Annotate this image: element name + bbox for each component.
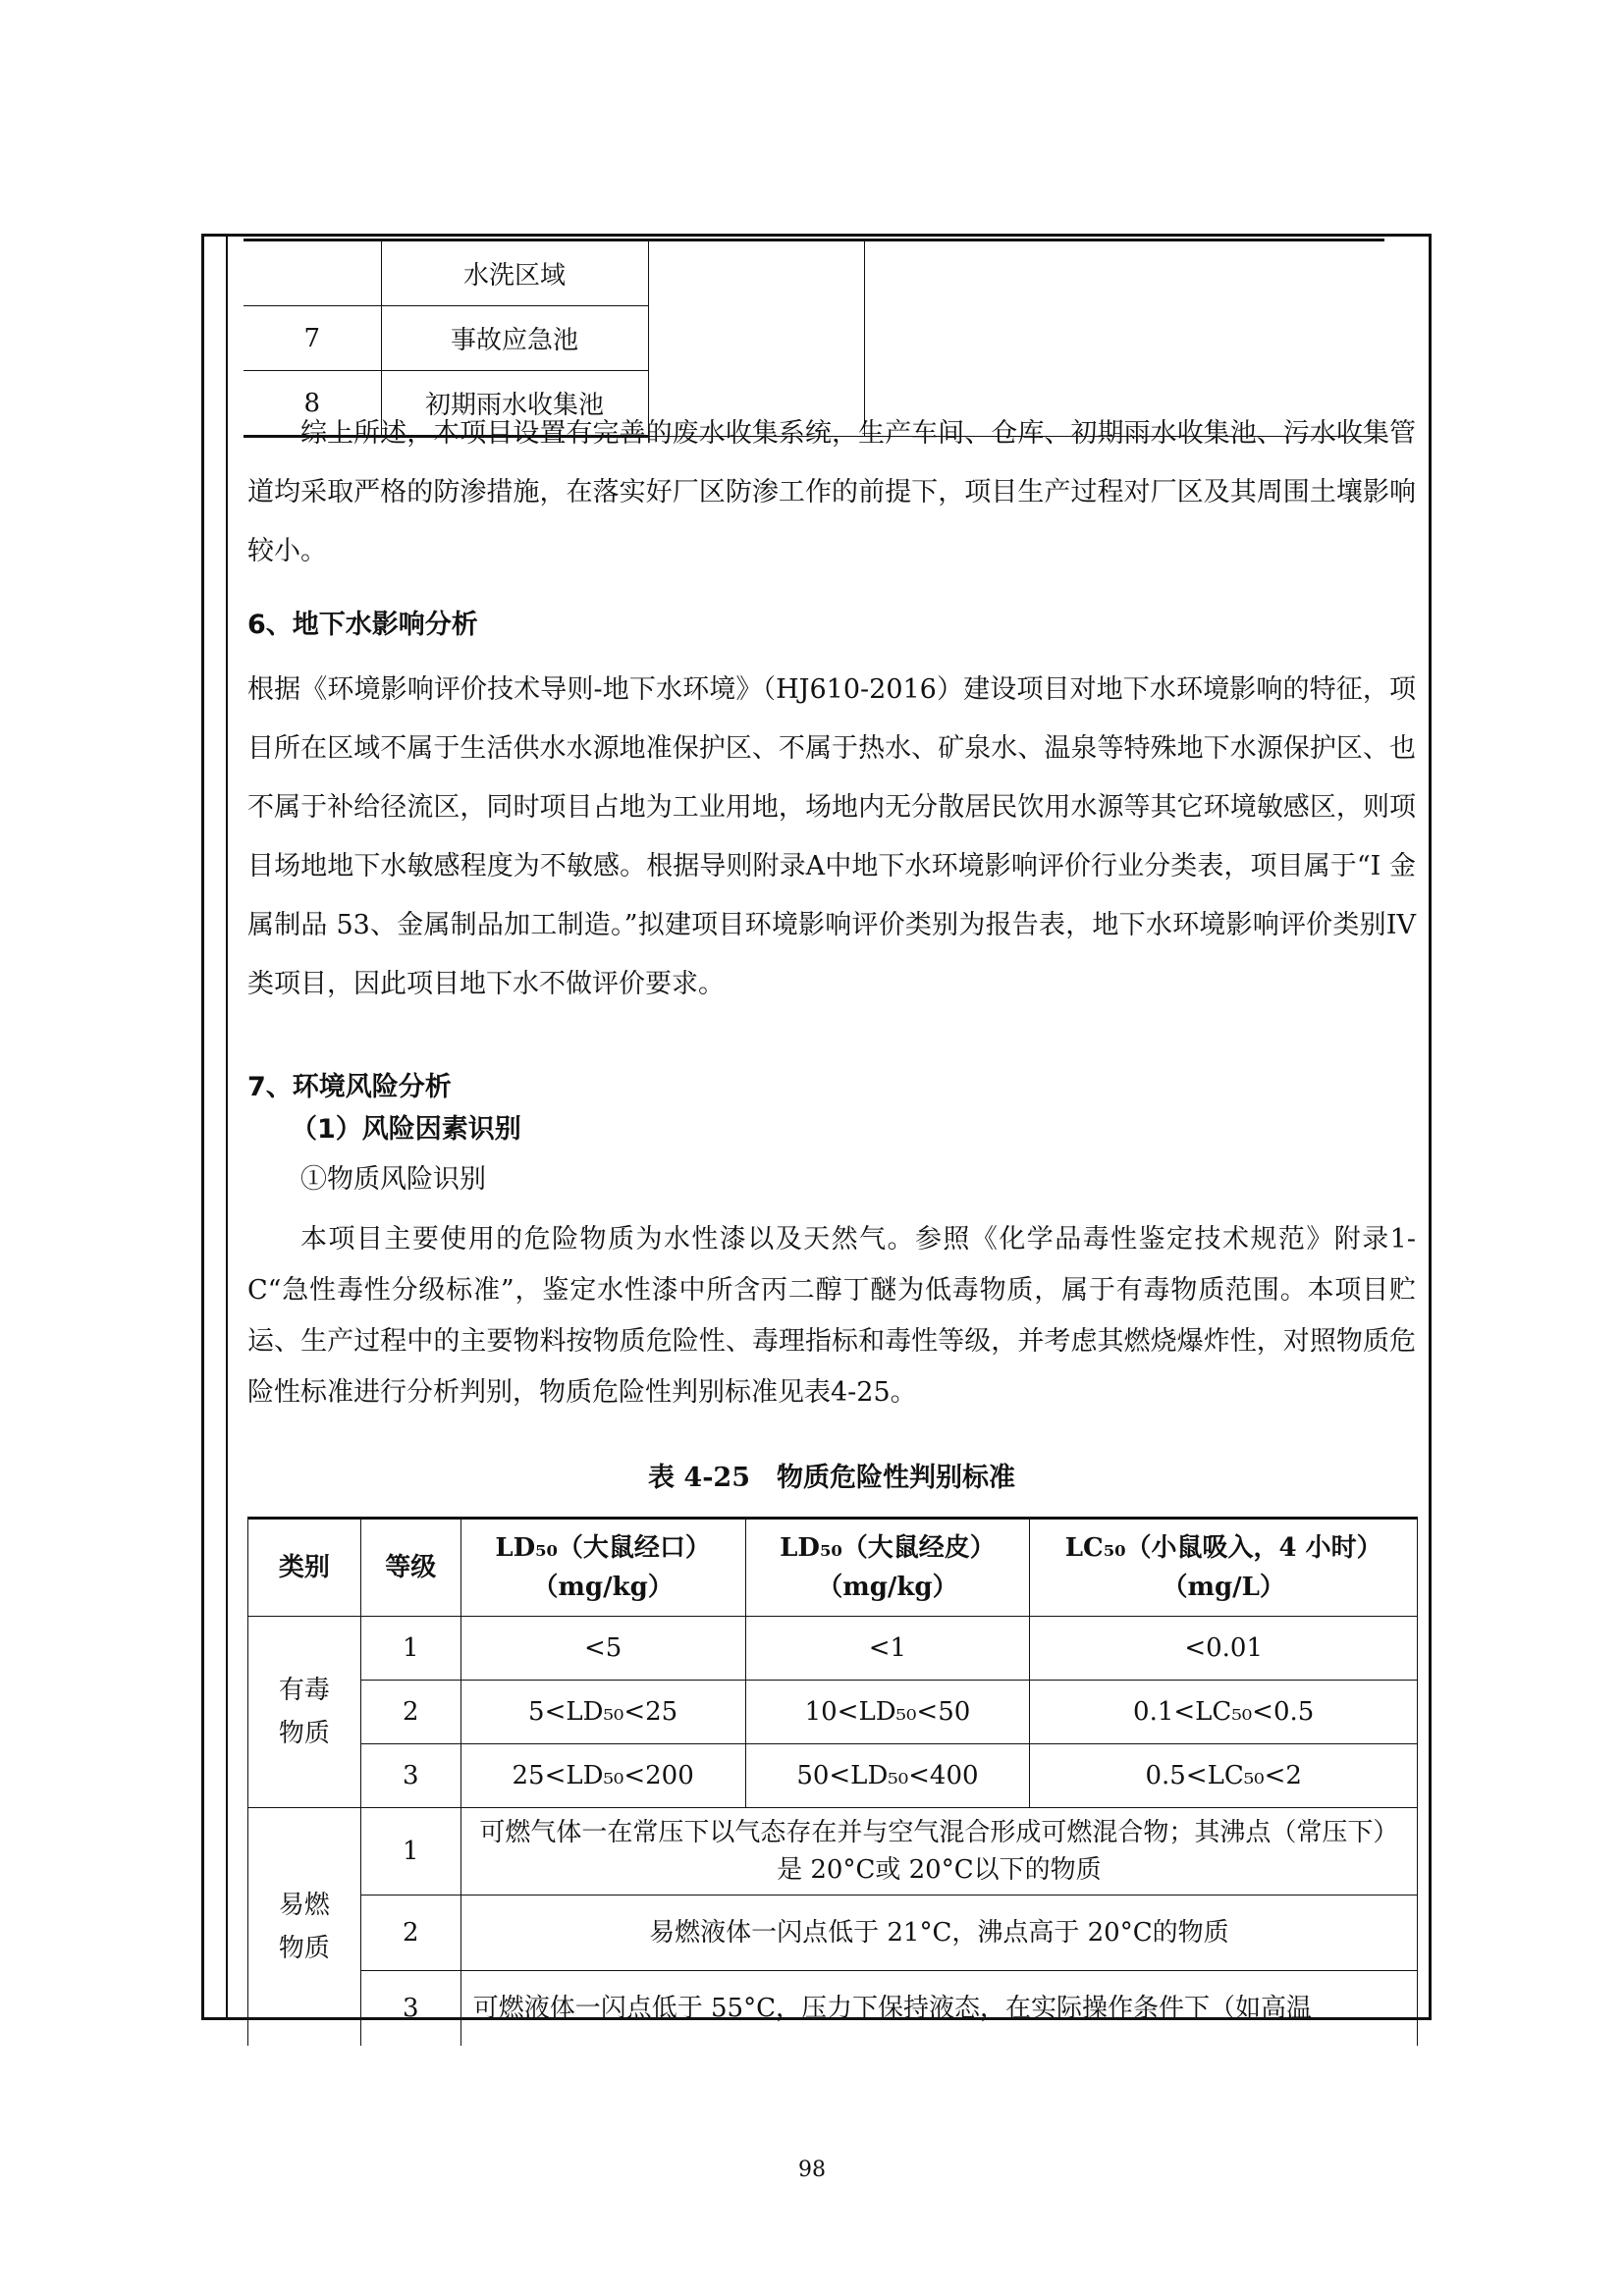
table-row <box>248 1681 1418 1744</box>
table-row <box>248 1896 1418 1971</box>
oral-cell: 5<LD₅₀<25 <box>460 1681 745 1744</box>
header-line: LD₅₀（大鼠经皮） <box>780 1533 996 1563</box>
grade-cell: 2 <box>360 1681 460 1744</box>
page-number: 98 <box>798 2158 826 2182</box>
header-ld50-oral <box>460 1519 745 1617</box>
frame-inner-line <box>226 234 228 2020</box>
header-ld50-skin <box>745 1519 1030 1617</box>
table-row <box>244 240 1384 306</box>
header-line: LD₅₀（大鼠经口） <box>495 1533 711 1563</box>
table-caption: 表 4-25 物质危险性判别标准 <box>648 1463 1015 1493</box>
skin-cell: 50<LD₅₀<400 <box>745 1744 1030 1808</box>
grade-cell: 1 <box>360 1808 460 1896</box>
risk-criteria-table <box>247 1517 1418 2046</box>
area-name-cell: 事故应急池 <box>381 306 648 371</box>
oral-cell: 25<LD₅₀<200 <box>460 1744 745 1808</box>
inhale-cell: 0.1<LC₅₀<0.5 <box>1030 1681 1418 1744</box>
summary-paragraph: 综上所述，本项目设置有完善的废水收集系统，生产车间、仓库、初期雨水收集池、污水收集管道均采取严格的防渗措施，在落实好厂区防渗工作的前提下，项目生产过程对厂区及其周围土壤影响较小。 <box>247 418 1416 566</box>
description-cell: 可燃液体一闪点低于 55°C，压力下保持液态，在实际操作条件下（如高温 <box>460 1971 1417 2047</box>
oral-cell: <5 <box>460 1617 745 1681</box>
header-grade: 等级 <box>360 1519 460 1617</box>
skin-cell: 10<LD₅₀<50 <box>745 1681 1030 1744</box>
inhale-cell: 0.5<LC₅₀<2 <box>1030 1744 1418 1808</box>
table-row <box>248 1808 1418 1896</box>
row-number-cell <box>244 240 381 306</box>
section7-body: 本项目主要使用的危险物质为水性漆以及天然气。参照《化学品毒性鉴定技术规范》附录1-C“急性毒性分级标准”，鉴定水性漆中所含丙二醇丁醚为低毒物质，属于有毒物质范围。本项目贮运、生产过程中的主要物料按物质危险性、毒理指标和毒性等级，并考虑其燃烧爆炸性，对照物质危险性标准进行分析判别，物质危险性判别标准见表4-25。 <box>247 1224 1416 1408</box>
category-toxic: 有毒 物质 <box>248 1617 361 1808</box>
section6-body: 根据《环境影响评价技术导则-地下水环境》（HJ610-2016）建设项目对地下水环境影响的特征，项目所在区域不属于生活供水水源地准保护区、不属于热水、矿泉水、温泉等特殊地下水源保护区、也不属于补给径流区，同时项目占地为工业用地，场地内无分散居民饮用水源等其它环境敏感区，则项目场地地下水敏感程度为不敏感。根据导则附录A中地下水环境影响评价行业分类表，项目属于“I 金属制品 53、金属制品加工制造。”拟建项目环境影响评价类别为报告表，地下水环境影响评价类别IV类项目，因此项目地下水不做评价要求。 <box>247 674 1416 999</box>
section7-sub2: ①物质风险识别 <box>300 1164 486 1195</box>
row-number-cell: 8 <box>244 371 381 437</box>
header-line: LC₅₀（小鼠吸入，4 小时） <box>1064 1533 1382 1563</box>
row-number-cell: 7 <box>244 306 381 371</box>
section7-sub1: （1）风险因素识别 <box>291 1114 521 1145</box>
header-lc50 <box>1030 1519 1418 1617</box>
description-cell: 可燃气体一在常压下以气态存在并与空气混合形成可燃混合物；其沸点（常压下）是 20°C或 20°C以下的物质 <box>460 1808 1417 1896</box>
inhale-cell: <0.01 <box>1030 1617 1418 1681</box>
table-row <box>248 1617 1418 1681</box>
header-unit: （mg/kg） <box>817 1573 958 1602</box>
header-unit: （mg/L） <box>1162 1573 1285 1602</box>
section7-heading: 7、环境风险分析 <box>247 1072 452 1102</box>
table-header-row <box>248 1519 1418 1617</box>
grade-cell: 3 <box>360 1744 460 1808</box>
skin-cell: <1 <box>745 1617 1030 1681</box>
header-unit: （mg/kg） <box>532 1573 674 1602</box>
area-name-cell: 初期雨水收集池 <box>381 371 648 437</box>
grade-cell: 3 <box>360 1971 460 2047</box>
category-flammable: 易燃 物质 <box>248 1808 361 2047</box>
area-name-cell: 水洗区域 <box>381 240 648 306</box>
table-row <box>248 1744 1418 1808</box>
header-category: 类别 <box>248 1519 361 1617</box>
grade-cell: 1 <box>360 1617 460 1681</box>
table-row <box>248 1971 1418 2047</box>
section6-heading: 6、地下水影响分析 <box>247 610 478 640</box>
description-cell: 易燃液体一闪点低于 21°C，沸点高于 20°C的物质 <box>460 1896 1417 1971</box>
grade-cell: 2 <box>360 1896 460 1971</box>
